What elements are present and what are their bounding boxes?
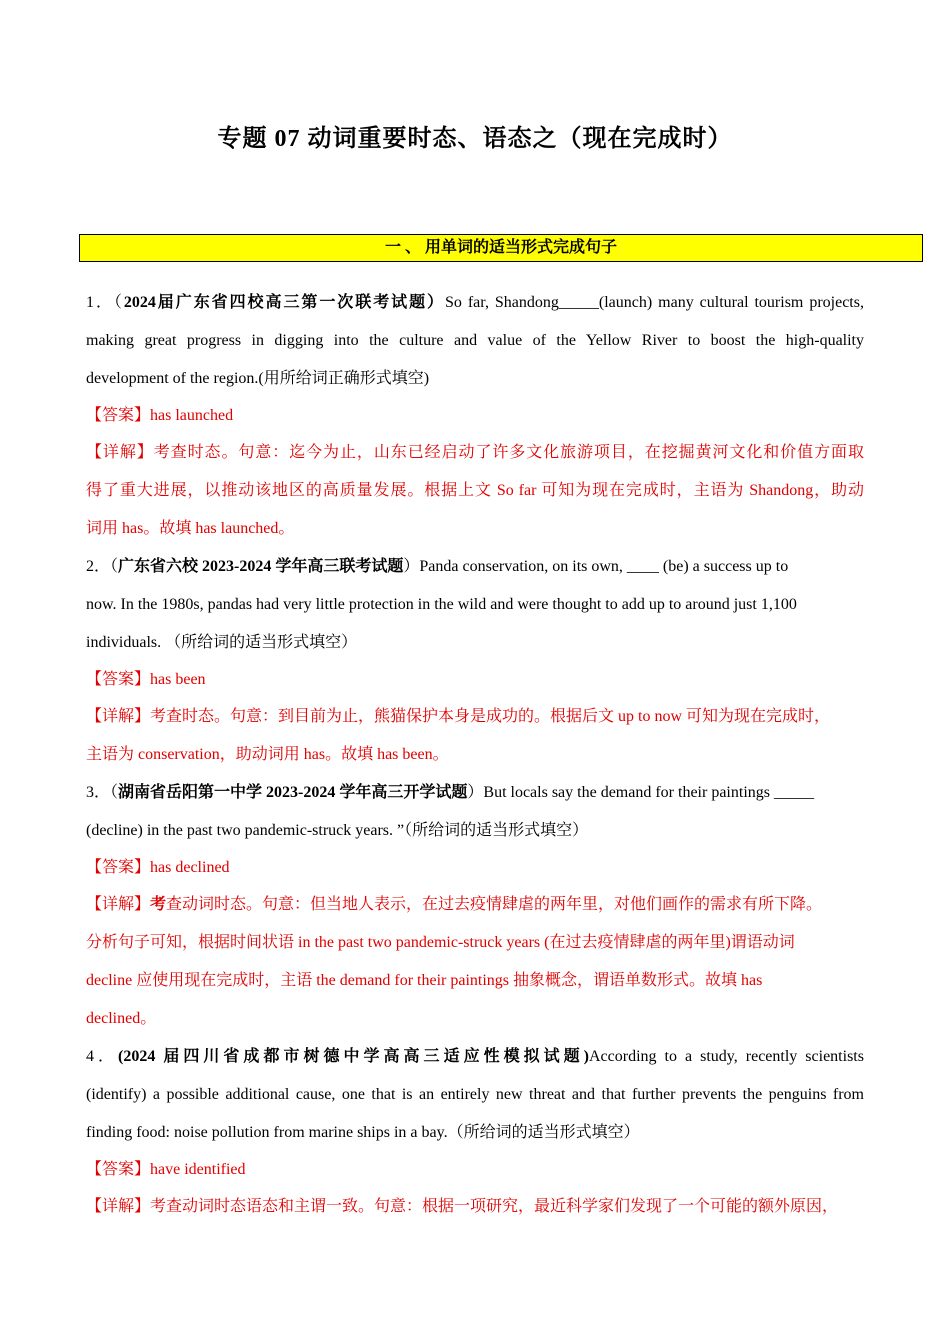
section-heading: 一 、 用单词的适当形式完成句子: [79, 234, 923, 262]
detail-line: [86, 434, 864, 472]
text-fragment: Panda conservation, on its own, ____ (be) a success up to: [419, 558, 789, 575]
question-source: (2024 届四川省成都市树德中学高高三适应性模拟试题): [118, 1048, 589, 1065]
question-text-line: finding food: noise pollution from marine ships in a bay.（所给词的适当形式填空）: [86, 1124, 640, 1141]
detail-line: [86, 1188, 864, 1226]
text-fragment: 【答案】: [86, 407, 151, 424]
detail-line: decline 应使用现在完成时，主语 the demand for their paintings 抽象概念，谓语单数形式。故填 has: [86, 972, 763, 989]
answer-line: [86, 1152, 864, 1188]
text-fragment: 考: [150, 896, 167, 913]
question-list: [86, 284, 864, 1226]
text-fragment: According to a study, recently scientists: [589, 1048, 864, 1065]
text-fragment: 【详解】: [86, 1198, 151, 1215]
text-fragment: ）: [467, 784, 484, 801]
question-text-line: individuals. （所给词的适当形式填空）: [86, 634, 358, 651]
text-fragment: （: [113, 294, 124, 311]
answer-value: has declined: [150, 859, 230, 876]
answer-line: [86, 398, 864, 434]
answer-line: [86, 662, 864, 698]
answer-value: has been: [150, 671, 206, 688]
question-text-line: (decline) in the past two pandemic-struck years. ”（所给词的适当形式填空）: [86, 822, 589, 839]
text-fragment: But locals say the demand for their paintings _____: [483, 784, 814, 801]
question-2: [86, 548, 864, 774]
text-fragment: 考查动词时态语态和主谓一致。句意：根据一项研究，最近科学家们发现了一个可能的额外原因，: [150, 1198, 839, 1215]
detail-line: [86, 886, 864, 924]
text-fragment: 【详解】: [86, 896, 151, 913]
question-text-line: development of the region.(用所给词正确形式填空): [86, 370, 430, 387]
question-source: 湖南省岳阳第一中学 2023-2024 学年高三开学试题: [118, 784, 468, 801]
answer-value: have identified: [150, 1161, 246, 1178]
detail-line: [86, 698, 864, 736]
question-4: [86, 1038, 864, 1226]
text-fragment: 2．: [86, 558, 111, 575]
text-fragment: 【答案】: [86, 671, 151, 688]
question-text-line: [86, 1038, 864, 1076]
question-text-line: making great progress in digging into the culture and value of the Yellow River to boost the high-quality: [86, 332, 864, 349]
question-text-line: [86, 774, 864, 812]
text-fragment: （: [110, 558, 119, 575]
text-fragment: So far, Shandong_____(launch) many cultural tourism projects,: [445, 294, 864, 311]
text-fragment: 【答案】: [86, 859, 151, 876]
text-fragment: 4．: [86, 1048, 119, 1065]
answer-value: has launched: [150, 407, 234, 424]
detail-line: 得了重大进展，以推动该地区的高质量发展。根据上文 So far 可知为现在完成时，主语为 Shandong，助动: [86, 482, 864, 499]
text-fragment: （: [110, 784, 119, 801]
text-fragment: 【答案】: [86, 1161, 151, 1178]
question-1: [86, 284, 864, 548]
detail-line: 词用 has。故填 has launched。: [86, 520, 295, 537]
text-fragment: 考查时态。句意：到目前为止，熊猫保护本身是成功的。根据后文 up to now 可知为现在完成时，: [150, 708, 831, 725]
question-text-line: [86, 548, 864, 586]
text-fragment: 考查时态。句意：迄今为止，山东已经启动了许多文化旅游项目，在挖掘黄河文化和价值方面取: [153, 444, 864, 461]
answer-line: [86, 850, 864, 886]
text-fragment: 查动词时态。句意：但当地人表示，在过去疫情肆虐的两年里，对他们画作的需求有所下降。: [166, 896, 823, 913]
detail-line: 分析句子可知，根据时间状语 in the past two pandemic-struck years (在过去疫情肆虐的两年里)谓语动词: [86, 934, 795, 951]
detail-line: 主语为 conservation，助动词用 has。故填 has been。: [86, 746, 449, 763]
question-source: 广东省六校 2023-2024 学年高三联考试题: [118, 558, 404, 575]
question-text-line: [86, 284, 864, 322]
question-3: [86, 774, 864, 1038]
text-fragment: 【详解】: [86, 444, 154, 461]
question-text-line: (identify) a possible additional cause, one that is an entirely new threat and that further prevents the penguins from: [86, 1086, 864, 1103]
question-text-line: now. In the 1980s, pandas had very little protection in the wild and were thought to add up to around just 1,100: [86, 596, 797, 613]
text-fragment: 3．: [86, 784, 111, 801]
text-fragment: 【详解】: [86, 708, 151, 725]
question-source: 2024届广东省四校高三第一次联考试题）: [123, 294, 445, 311]
page-title: 专题 07 动词重要时态、语态之（现在完成时）: [217, 126, 733, 152]
text-fragment: 1．: [86, 294, 114, 311]
detail-line: declined。: [86, 1010, 157, 1027]
text-fragment: ）: [403, 558, 420, 575]
